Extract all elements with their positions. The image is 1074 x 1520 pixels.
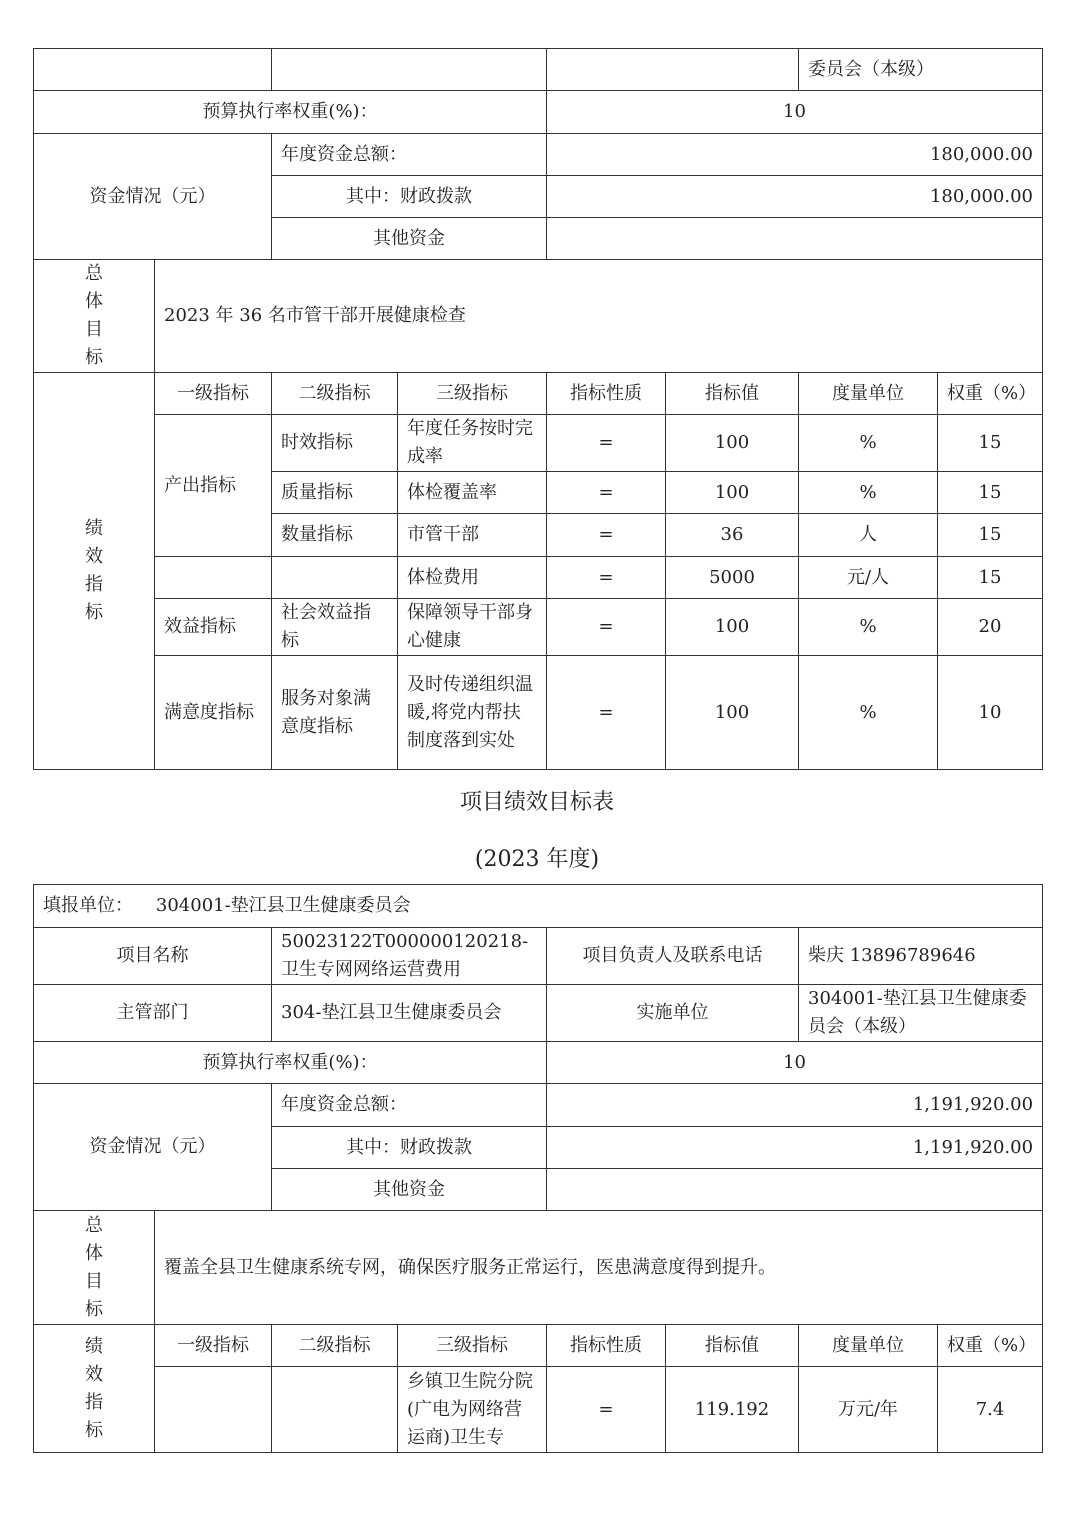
table-row xyxy=(34,1367,1043,1453)
weight-cell: 10 xyxy=(938,656,1043,770)
perf-indicator-label: 绩 效 指 标 xyxy=(34,1325,155,1453)
fill-unit-value: 304001-垫江县卫生健康委员会 xyxy=(155,895,411,916)
level1-cell: 效益指标 xyxy=(155,599,272,656)
funds-label: 资金情况（元） xyxy=(34,134,272,260)
unit-cell: % xyxy=(799,472,938,514)
budget-rate-value: 10 xyxy=(547,1042,1043,1084)
header-value: 指标值 xyxy=(666,373,799,415)
level2-cell: 服务对象满意度指标 xyxy=(272,656,398,770)
page-subtitle: (2023 年度) xyxy=(474,847,600,872)
overall-goal-label: 总 体 目 标 xyxy=(34,260,155,373)
impl-value: 304001-垫江县卫生健康委员会（本级） xyxy=(799,985,1043,1042)
level1-cell xyxy=(155,557,272,599)
value-cell: 36 xyxy=(666,514,799,557)
budget-rate-label: 预算执行率权重(%)： xyxy=(34,1042,547,1084)
impl-label: 实施单位 xyxy=(547,985,799,1042)
unit-cell: % xyxy=(799,656,938,770)
header-level1: 一级指标 xyxy=(155,1325,272,1367)
level2-cell: 质量指标 xyxy=(272,472,398,514)
fill-unit-row xyxy=(34,885,1043,928)
project-name-label: 项目名称 xyxy=(34,928,272,985)
unit-cell: 万元/年 xyxy=(799,1367,938,1453)
header-unit: 度量单位 xyxy=(799,1325,938,1367)
dept-value: 304-垫江县卫生健康委员会 xyxy=(272,985,547,1042)
value-cell: 100 xyxy=(666,599,799,656)
nature-cell: = xyxy=(547,514,666,557)
budget-rate-label: 预算执行率权重(%)： xyxy=(34,91,547,134)
level2-cell: 社会效益指标 xyxy=(272,599,398,656)
other-funds-value xyxy=(547,1169,1043,1211)
budget-rate-value: 10 xyxy=(547,91,1043,134)
table-row xyxy=(34,415,1043,472)
weight-cell: 15 xyxy=(938,415,1043,472)
total-funds-value: 180,000.00 xyxy=(547,134,1043,176)
other-funds-value xyxy=(547,218,1043,260)
leader-value: 柴庆 13896789646 xyxy=(799,928,1043,985)
nature-cell: = xyxy=(547,472,666,514)
other-funds-label: 其他资金 xyxy=(272,218,547,260)
cell-empty xyxy=(272,49,547,91)
header-level1: 一级指标 xyxy=(155,373,272,415)
level1-cell xyxy=(155,1367,272,1453)
cell-empty xyxy=(34,49,272,91)
level3-cell: 体检费用 xyxy=(398,557,547,599)
cell-empty xyxy=(547,49,799,91)
nature-cell: = xyxy=(547,557,666,599)
funds-label: 资金情况（元） xyxy=(34,1084,272,1211)
level1-cell: 满意度指标 xyxy=(155,656,272,770)
weight-cell: 15 xyxy=(938,472,1043,514)
value-cell: 100 xyxy=(666,472,799,514)
level2-cell: 数量指标 xyxy=(272,514,398,557)
header-level3: 三级指标 xyxy=(398,1325,547,1367)
header-nature: 指标性质 xyxy=(547,1325,666,1367)
level3-cell: 体检覆盖率 xyxy=(398,472,547,514)
leader-label: 项目负责人及联系电话 xyxy=(547,928,799,985)
level2-cell xyxy=(272,557,398,599)
fiscal-funds-label: 其中：财政拨款 xyxy=(272,1127,547,1169)
header-weight: 权重（%） xyxy=(938,1325,1043,1367)
top-performance-table xyxy=(33,48,1043,770)
overall-goal-label: 总 体 目 标 xyxy=(34,1211,155,1325)
nature-cell: = xyxy=(547,415,666,472)
level2-cell xyxy=(272,1367,398,1453)
table-row xyxy=(34,557,1043,599)
level3-cell: 年度任务按时完成率 xyxy=(398,415,547,472)
total-funds-value: 1,191,920.00 xyxy=(547,1084,1043,1127)
fiscal-funds-value: 1,191,920.00 xyxy=(547,1127,1043,1169)
header-level2: 二级指标 xyxy=(272,1325,398,1367)
header-level3: 三级指标 xyxy=(398,373,547,415)
value-cell: 100 xyxy=(666,415,799,472)
nature-cell: = xyxy=(547,599,666,656)
weight-cell: 7.4 xyxy=(938,1367,1043,1453)
other-funds-label: 其他资金 xyxy=(272,1169,547,1211)
bottom-performance-table xyxy=(33,884,1043,1453)
weight-cell: 15 xyxy=(938,514,1043,557)
value-cell: 100 xyxy=(666,656,799,770)
unit-cell: % xyxy=(799,415,938,472)
table-row xyxy=(34,599,1043,656)
header-nature: 指标性质 xyxy=(547,373,666,415)
header-unit: 度量单位 xyxy=(799,373,938,415)
total-funds-label: 年度资金总额： xyxy=(272,1084,547,1127)
header-value: 指标值 xyxy=(666,1325,799,1367)
unit-cell: 人 xyxy=(799,514,938,557)
value-cell: 5000 xyxy=(666,557,799,599)
header-weight: 权重（%） xyxy=(938,373,1043,415)
table-row xyxy=(34,656,1043,770)
level3-cell: 及时传递组织温暖,将党内帮扶制度落到实处 xyxy=(398,656,547,770)
level3-cell: 市管干部 xyxy=(398,514,547,557)
header-level2: 二级指标 xyxy=(272,373,398,415)
fiscal-funds-label: 其中：财政拨款 xyxy=(272,176,547,218)
total-funds-label: 年度资金总额： xyxy=(272,134,547,176)
level2-cell: 时效指标 xyxy=(272,415,398,472)
page-title: 项目绩效目标表 xyxy=(459,790,614,815)
weight-cell: 20 xyxy=(938,599,1043,656)
overall-goal-text: 2023 年 36 名市管干部开展健康检查 xyxy=(155,260,1043,373)
weight-cell: 15 xyxy=(938,557,1043,599)
perf-indicator-label: 绩 效 指 标 xyxy=(34,373,155,770)
impl-unit-tail: 委员会（本级） xyxy=(799,49,1043,91)
nature-cell: = xyxy=(547,656,666,770)
unit-cell: % xyxy=(799,599,938,656)
dept-label: 主管部门 xyxy=(34,985,272,1042)
fill-unit-label: 填报单位： xyxy=(43,895,133,916)
fiscal-funds-value: 180,000.00 xyxy=(547,176,1043,218)
unit-cell: 元/人 xyxy=(799,557,938,599)
level1-cell: 产出指标 xyxy=(155,415,272,557)
value-cell: 119.192 xyxy=(666,1367,799,1453)
overall-goal-text: 覆盖全县卫生健康系统专网，确保医疗服务正常运行，医患满意度得到提升。 xyxy=(155,1211,1043,1325)
nature-cell: = xyxy=(547,1367,666,1453)
level3-cell: 保障领导干部身心健康 xyxy=(398,599,547,656)
project-name-value: 50023122T000000120218-卫生专网网络运营费用 xyxy=(272,928,547,985)
level3-cell: 乡镇卫生院分院(广电为网络营运商)卫生专 xyxy=(398,1367,547,1453)
